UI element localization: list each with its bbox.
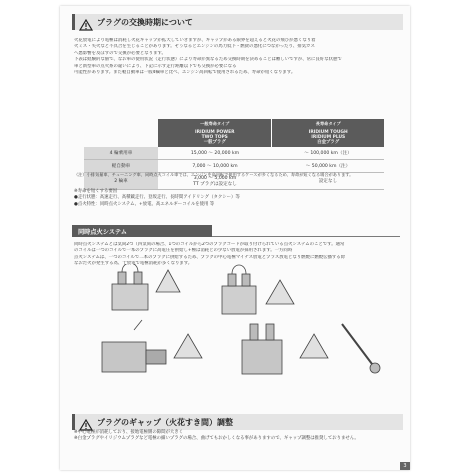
table-row: 2 輪車 3,000 〜 5,000 km TT プラグは設定なし 設定なし bbox=[84, 173, 384, 190]
plug-life-table bbox=[84, 119, 384, 190]
ignition-paragraph: 同時点火システムとは気筒2つ（四気筒の場合、1つのコイルから2つのプラグコードが取り付けられている点火システムのことです。通常 のコイルは一つのコイルで一本のプラグに高電圧を供給し+極は消耗との少ない放電が採用されます。一方同時 点火システムは、一つのコイルで二本のプラグに供給するため、プラグの中心電極マイナス放電とプラス放電となり燃焼に燃焼伝播する際 なおだ火が発生する為、十放電で電極消耗が多くなります。 bbox=[74, 242, 346, 267]
section-title: プラグの交換時期について bbox=[97, 17, 193, 27]
section-header-simultaneous-ignition: 同時点火システム bbox=[72, 225, 212, 237]
paragraph-line: 車と新型車の点火系の違いにより、下記に示す走行距離以下でも交換が必要になる bbox=[74, 63, 237, 69]
section-header-gap: プラグのギャップ（火花すき間）調整 bbox=[72, 414, 403, 430]
document-page bbox=[60, 6, 410, 470]
warning-icon bbox=[79, 416, 93, 428]
page-number: 3 bbox=[400, 462, 410, 470]
short-life-factors: ※寿命を短くする要因 ●走行状態：高速走行、高積載走行、登坂走行、長時間アイドリング（タクシー）等 ●点火特性：同時点火システム、+放電、高エネルギーコイルを使用 等 bbox=[74, 189, 240, 207]
ignition-coil-image bbox=[102, 264, 380, 374]
gap-notes: ※中心電極が消耗しており、接地電極側の隙間が大きく ※白金プラグやイリジウムプラグなど電極の細いプラグの場合、曲げてもおかしくなる事がありますので、ギャップ調整は推奨しておりません。 bbox=[74, 430, 359, 442]
paragraph-line: へ悪影響を及ぼすので交換が必要となります。 bbox=[74, 50, 166, 56]
col-long-life-header: 長寿命タイプ IRIDIUM TOUGH IRIDIUM PLUS 白金プラグ bbox=[272, 119, 384, 147]
paragraph-line: 可能性があります。また軽自動車は一般4輪車と比べ、エンジン高回転で使用されるため、寿命が短くなります。 bbox=[74, 70, 296, 76]
table-footnote: （注）小排気量車、チューニング車、同時点火コイル車では、エンジンを高回転で使用するケースが多くなるため、寿命が短くなる場合があります。 bbox=[74, 172, 354, 177]
warning-icon bbox=[79, 16, 93, 28]
ignition-coil-illustrations bbox=[72, 264, 400, 396]
section-header-replacement bbox=[72, 14, 403, 30]
col-general-header: 一般寿命タイプ IRIDIUM POWER TWO TOPS 一般プラグ bbox=[158, 119, 272, 147]
replacement-paragraph bbox=[74, 38, 398, 76]
paragraph-line: 下表は経験的な値で、なお車の使用状況（走行状態）により寿命が異なるため交換時期を決めることは難しいですが、常に良好な状態で bbox=[74, 57, 342, 63]
table-row: 軽自動車 7,000 〜 10,000 km 〜 50,000 km（注） bbox=[84, 160, 384, 173]
divider bbox=[212, 236, 400, 237]
paragraph-line: 火ミス・失火など不具合を生じることがあります。そうなるとエンジンの馬力低下・燃費の悪化につながったり、排気ガス bbox=[74, 44, 315, 50]
table-row: 4 輪乗用車 15,000 〜 20,000 km 〜 100,000 km（注） bbox=[84, 147, 384, 160]
paragraph-line: 火花放電により電極は消耗し火花ギャップが拡大していきますが、ギャップがある限界を超えると火花の飛びが悪くなり着 bbox=[74, 38, 316, 43]
